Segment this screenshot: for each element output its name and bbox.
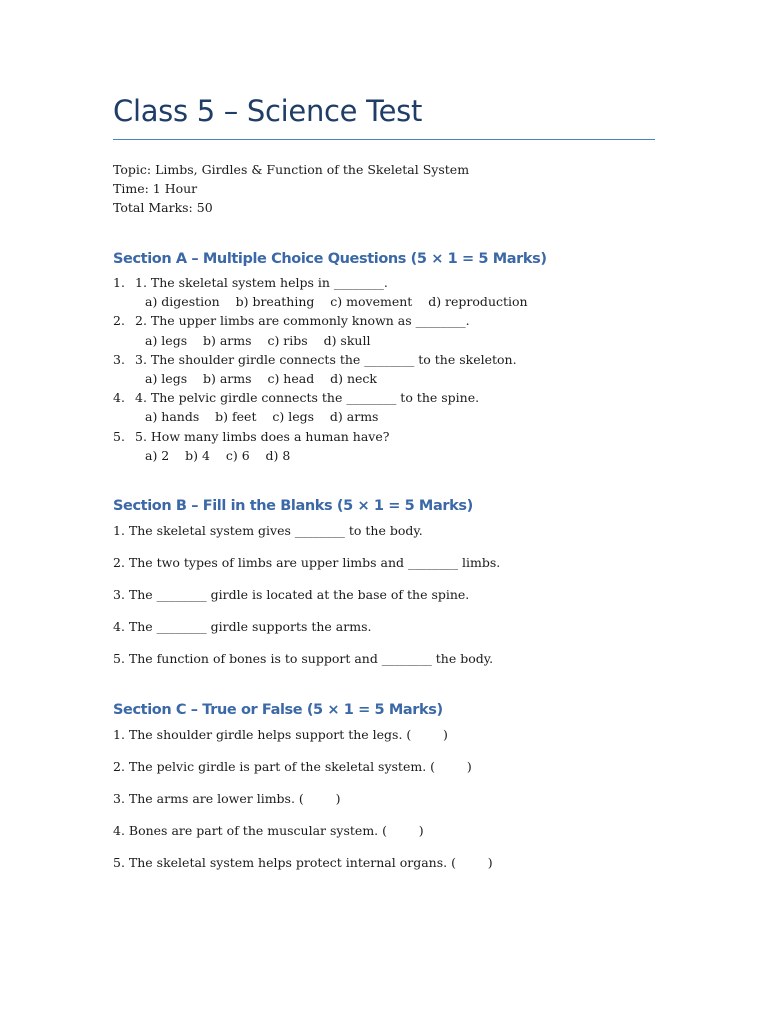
time-line: Time: 1 Hour	[113, 181, 198, 196]
mcq-list	[113, 273, 528, 465]
question-options: a) hands b) feet c) legs d) arms	[145, 409, 379, 425]
mcq-question-4	[113, 388, 528, 426]
question-options: a) digestion b) breathing c) movement d) reproduction	[145, 294, 528, 310]
fill-blank-item: 3. The ________ girdle is located at the base of the spine.	[113, 587, 470, 602]
topic-line: Topic: Limbs, Girdles & Function of the Skeletal System	[113, 162, 470, 177]
question-text: 3. The shoulder girdle connects the ________ to the skeleton.	[135, 351, 517, 367]
fill-blank-item: 1. The skeletal system gives ________ to the body.	[113, 523, 423, 538]
fill-in-blanks-list	[113, 521, 500, 681]
title-divider	[113, 139, 655, 140]
question-number: 4.	[113, 390, 125, 406]
question-text: 2. The upper limbs are commonly known as ________.	[135, 313, 470, 329]
test-info	[113, 160, 469, 217]
section-a-heading: Section A – Multiple Choice Questions (5 × 1 = 5 Marks)	[113, 251, 547, 267]
true-false-item: 4. Bones are part of the muscular system. ( )	[113, 823, 424, 838]
question-options: a) legs b) arms c) head d) neck	[145, 371, 377, 387]
true-false-item: 3. The arms are lower limbs. ( )	[113, 791, 341, 806]
fill-blank-item: 2. The two types of limbs are upper limbs and ________ limbs.	[113, 555, 501, 570]
mcq-question-2	[113, 311, 528, 349]
mcq-question-3	[113, 350, 528, 388]
true-false-item: 5. The skeletal system helps protect internal organs. ( )	[113, 855, 493, 870]
true-false-item: 2. The pelvic girdle is part of the skeletal system. ( )	[113, 759, 472, 774]
fill-blank-item: 5. The function of bones is to support and ________ the body.	[113, 651, 494, 666]
question-text: 5. How many limbs does a human have?	[135, 428, 390, 444]
fill-blank-item: 4. The ________ girdle supports the arms.	[113, 619, 372, 634]
question-options: a) legs b) arms c) ribs d) skull	[145, 332, 371, 348]
page-title: Class 5 – Science Test	[113, 94, 423, 128]
section-c-heading: Section C – True or False (5 × 1 = 5 Marks)	[113, 702, 443, 718]
true-false-item: 1. The shoulder girdle helps support the legs. ( )	[113, 727, 448, 742]
mcq-question-1	[113, 273, 528, 311]
total-marks-line: Total Marks: 50	[113, 200, 213, 215]
question-number: 1.	[113, 275, 125, 290]
section-b-heading: Section B – Fill in the Blanks (5 × 1 = 5 Marks)	[113, 498, 473, 514]
question-options: a) 2 b) 4 c) 6 d) 8	[145, 447, 291, 463]
question-number: 3.	[113, 351, 125, 367]
question-text: 1. The skeletal system helps in ________.	[135, 275, 388, 290]
mcq-question-5	[113, 427, 528, 465]
question-number: 5.	[113, 428, 125, 444]
question-number: 2.	[113, 313, 125, 329]
true-false-list	[113, 725, 493, 885]
question-text: 4. The pelvic girdle connects the ________ to the spine.	[135, 390, 480, 406]
